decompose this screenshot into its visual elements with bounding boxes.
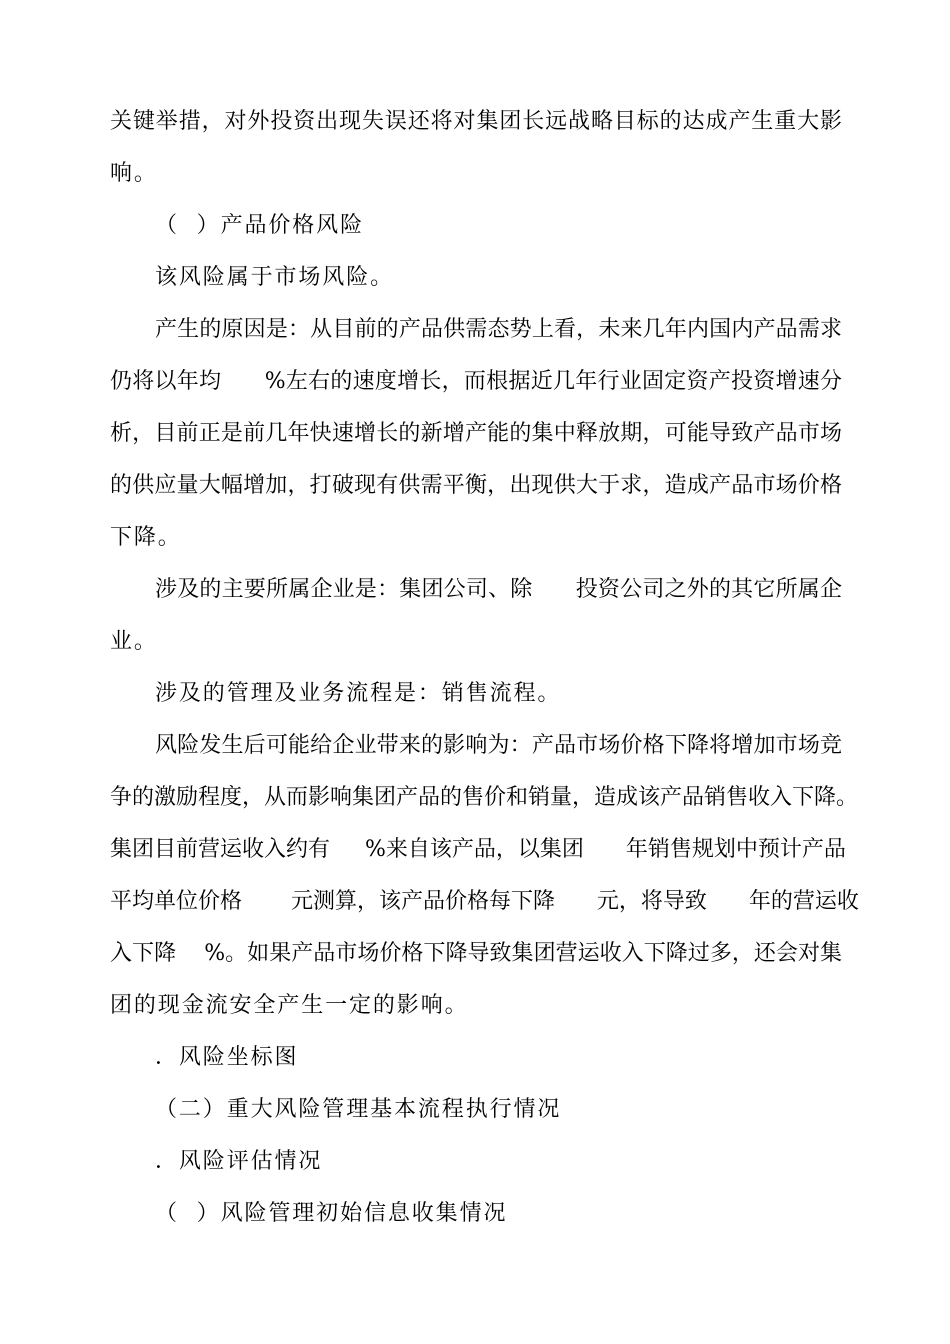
- section-heading: ．风险坐标图: [155, 1045, 299, 1070]
- paragraph-line: 的供应量大幅增加，打破现有供需平衡，出现供大于求，造成产品市场价格: [110, 473, 842, 498]
- paragraph-line: 团的现金流安全产生一定的影响。: [110, 993, 469, 1018]
- section-heading: （二）重大风险管理基本流程执行情况: [155, 1097, 562, 1122]
- section-heading: （ ）产品价格风险: [155, 213, 364, 238]
- section-heading: ．风险评估情况: [155, 1149, 323, 1174]
- paragraph-line: 析，目前正是前几年快速增长的新增产能的集中释放期，可能导致产品市场: [110, 421, 842, 446]
- section-heading: （ ）风险管理初始信息收集情况: [155, 1201, 508, 1226]
- paragraph-line: 涉及的管理及业务流程是：销售流程。: [155, 681, 562, 706]
- paragraph-line: 平均单位价格 元测算，该产品价格每下降 元，将导致 年的营运收: [110, 889, 859, 914]
- paragraph-line: 下降。: [110, 525, 182, 550]
- paragraph-line: 争的激励程度，从而影响集团产品的售价和销量，造成该产品销售收入下降。: [110, 785, 859, 810]
- paragraph-line: 该风险属于市场风险。: [155, 265, 395, 290]
- paragraph-line: 业。: [110, 629, 158, 654]
- paragraph-line: 产生的原因是：从目前的产品供需态势上看，未来几年内国内产品需求: [155, 317, 842, 342]
- paragraph-line: 涉及的主要所属企业是：集团公司、除 投资公司之外的其它所属企: [155, 577, 842, 602]
- paragraph-line: 集团目前营运收入约有 %来自该产品，以集团 年销售规划中预计产品: [110, 837, 846, 862]
- paragraph-line: 响。: [110, 161, 158, 186]
- paragraph-line: 仍将以年均 %左右的速度增长，而根据近几年行业固定资产投资增速分: [110, 369, 842, 394]
- paragraph-line: 风险发生后可能给企业带来的影响为：产品市场价格下降将增加市场竞: [155, 733, 842, 758]
- paragraph-line: 关键举措，对外投资出现失误还将对集团长远战略目标的达成产生重大影: [110, 109, 842, 134]
- paragraph-line: 入下降 %。如果产品市场价格下降导致集团营运收入下降过多，还会对集: [110, 941, 842, 966]
